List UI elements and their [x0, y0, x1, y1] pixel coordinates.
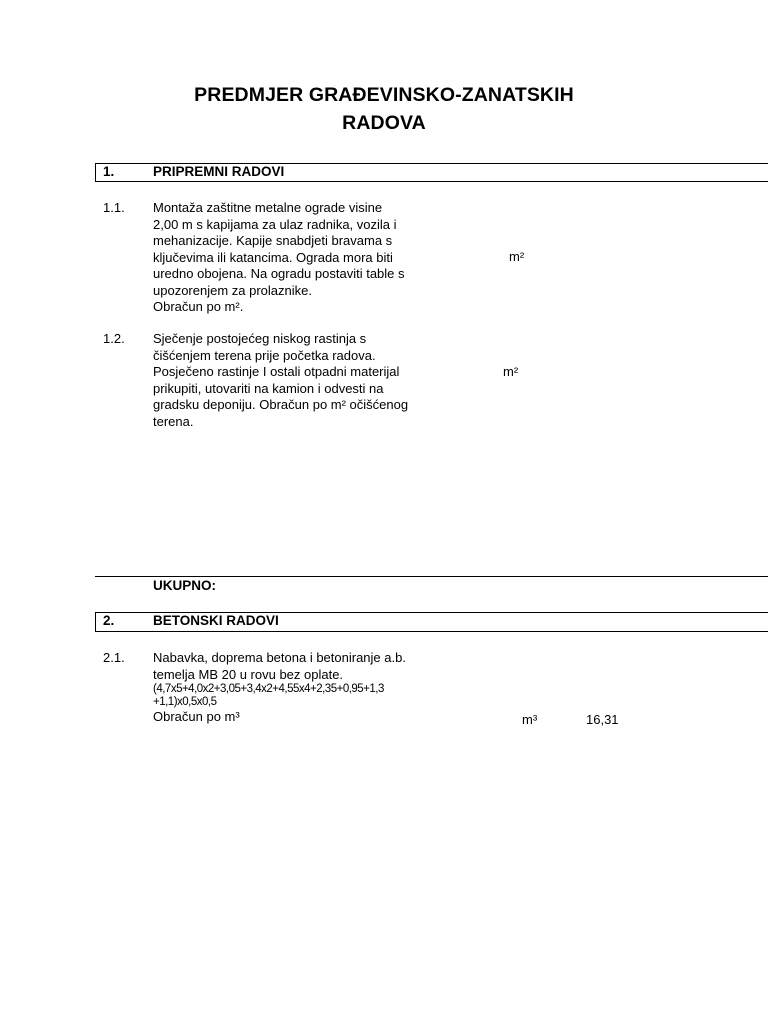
document-title-line-2: RADOVA	[342, 112, 426, 134]
item-1-2-line: Sječenje postojećeg niskog rastinja s	[153, 331, 367, 346]
section-1-bottom-rule	[95, 181, 768, 182]
item-1-1-number: 1.1.	[103, 200, 125, 215]
item-2-1-last-line: Obračun po m³	[153, 709, 240, 724]
item-1-1-line: ključevima ili katancima. Ograda mora biti	[153, 249, 393, 265]
section-1-heading: PRIPREMNI RADOVI	[153, 164, 285, 179]
item-2-1-quantity: 16,31	[586, 712, 619, 727]
total-rule	[95, 576, 768, 577]
section-1-number: 1.	[103, 164, 115, 179]
item-1-1-line: 2,00 m s kapijama za ulaz radnika, vozila i	[153, 216, 397, 232]
section-1-left-rule	[95, 163, 96, 181]
section-2-heading: BETONSKI RADOVI	[153, 613, 279, 628]
item-1-1-line: Montaža zaštitne metalne ograde visine	[153, 200, 383, 215]
item-1-1-line: mehanizacije. Kapije snabdjeti bravama s	[153, 233, 393, 248]
item-1-1-unit: m²	[509, 249, 525, 264]
section-2-number: 2.	[103, 613, 115, 628]
item-2-1-line: Nabavka, doprema betona i betoniranje a.b.	[153, 650, 406, 665]
section-2-left-rule	[95, 612, 96, 631]
section-1-total-label: UKUPNO:	[153, 578, 216, 593]
item-1-2-description	[153, 331, 443, 430]
document-title-line-1: PREDMJER GRAĐEVINSKO-ZANATSKIH	[194, 84, 574, 106]
item-1-2-line: čišćenjem terena prije početka radova.	[153, 347, 376, 363]
item-1-1-line: uredno obojena. Na ogradu postaviti table s	[153, 266, 405, 281]
item-2-1-description	[153, 650, 443, 726]
item-2-1-formula-line: +1,1)x0,5x0,5	[153, 696, 217, 708]
item-2-1-number: 2.1.	[103, 650, 125, 665]
item-2-1-unit: m³	[522, 712, 538, 727]
item-1-2-line: gradsku deponiju. Obračun po m² očišćenog	[153, 397, 409, 412]
item-1-1-line: Obračun po m².	[153, 299, 244, 314]
item-1-1-line: upozorenjem za prolaznike.	[153, 282, 312, 298]
item-1-2-line: Posječeno rastinje I ostali otpadni materijal	[153, 364, 400, 379]
item-1-1-description	[153, 200, 443, 316]
item-1-2-number: 1.2.	[103, 331, 125, 346]
section-2-bottom-rule	[95, 631, 768, 632]
item-1-2-unit: m²	[503, 364, 519, 379]
item-2-1-line: temelja MB 20 u rovu bez oplate.	[153, 666, 344, 682]
item-2-1-formula-line: (4,7x5+4,0x2+3,05+3,4x2+4,55x4+2,35+0,95+1,3	[153, 683, 384, 695]
item-1-2-line: prikupiti, utovariti na kamion i odvesti na	[153, 380, 384, 396]
item-1-2-line: terena.	[153, 413, 194, 429]
